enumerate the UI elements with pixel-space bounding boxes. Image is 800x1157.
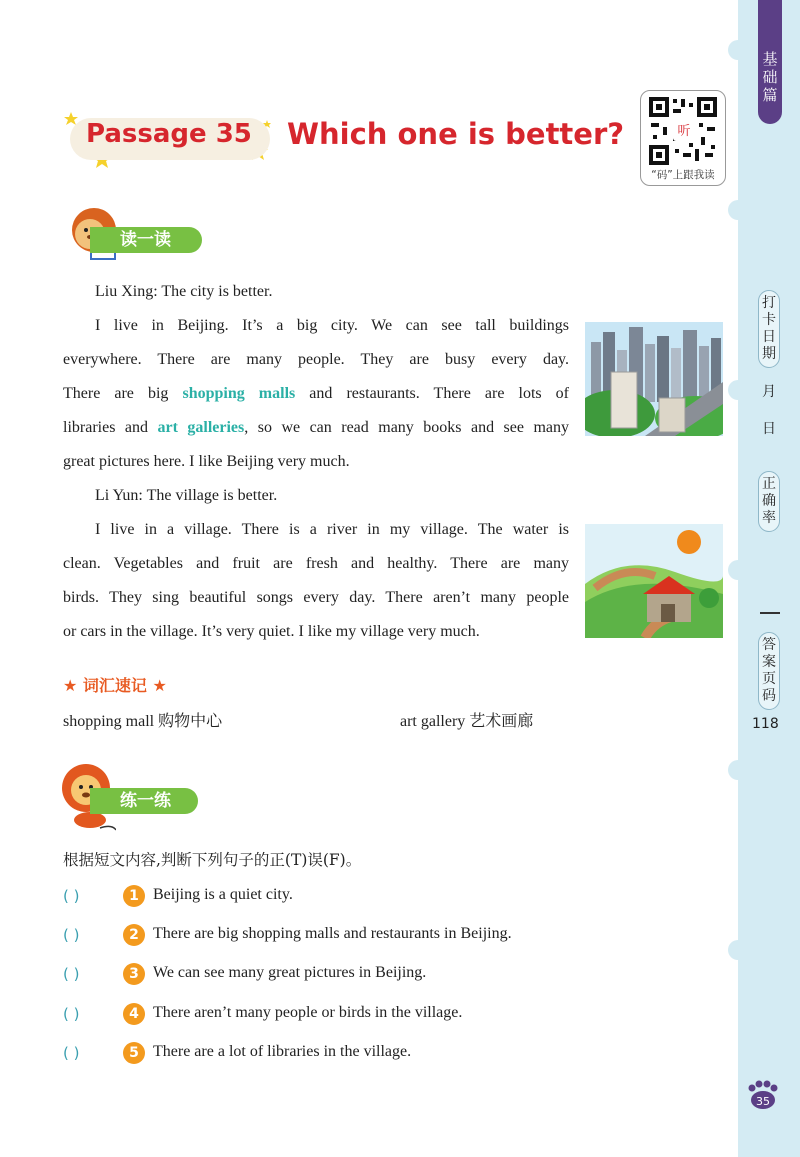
page-title: Which one is better? <box>287 117 625 151</box>
qr-listen-label: 听 <box>677 124 691 139</box>
sidebar-scallop <box>728 40 748 60</box>
speaker-liu-xing: Liu Xing: The city is better. <box>95 283 273 300</box>
speaker-li-yun: Li Yun: The village is better. <box>95 487 278 504</box>
paragraph-city: I live in Beijing. It’s a big city. We can see tall buildings everywhere. There are many people. They are busy every day. There are big shopping malls and restaurants. There are lots of libraries and art galleries, so we can read many books and see many great pictures here. I like Beijing very much. <box>63 317 570 470</box>
answer-blank[interactable]: ( ) <box>63 887 80 905</box>
city-illustration <box>585 322 723 436</box>
answer-blank[interactable]: ( ) <box>63 926 80 944</box>
paragraph-village: I live in a village. There is a river in my village. The water is clean. Vegetables and fruit are fresh and healthy. There are many birds. They sing beautiful songs every day. There aren’t many people or cars in the village. It’s very quiet. I like my village very much. <box>63 521 569 640</box>
practice-section-banner: 练一练 <box>90 788 198 814</box>
vocab-highlight-shopping-malls: shopping malls <box>182 385 296 402</box>
sidebar-scallop <box>728 200 748 220</box>
passage-number: Passage 35 <box>86 119 252 149</box>
question-text: We can see many great pictures in Beijing. <box>153 964 427 981</box>
answer-page-label: 答案页码 <box>758 632 780 710</box>
page-number: 35 <box>756 1095 770 1108</box>
qr-caption: “码”上跟我读 <box>651 169 715 181</box>
qr-code-icon <box>649 97 717 165</box>
right-sidebar <box>738 0 800 1157</box>
question-number: 1 <box>123 885 145 907</box>
question-text: There aren’t many people or birds in the village. <box>153 1004 463 1021</box>
question-number: 3 <box>123 963 145 985</box>
answer-blank[interactable]: ( ) <box>63 1044 80 1062</box>
question-row <box>63 1042 583 1068</box>
read-section-banner: 读一读 <box>90 227 202 253</box>
paw-page-icon <box>746 1080 780 1110</box>
village-illustration <box>585 524 723 638</box>
sidebar-scallop <box>728 760 748 780</box>
answer-blank[interactable]: ( ) <box>63 965 80 983</box>
question-number: 2 <box>123 924 145 946</box>
accuracy-blank <box>760 612 780 614</box>
question-text: There are big shopping malls and restaurants in Beijing. <box>153 925 512 942</box>
month-label: 月 <box>762 384 776 400</box>
vocab-item: shopping mall 购物中心 <box>63 713 223 730</box>
question-text: Beijing is a quiet city. <box>153 886 293 903</box>
answer-page-number: 118 <box>752 716 779 732</box>
vocab-highlight-art-galleries: art galleries <box>157 419 245 436</box>
day-label: 日 <box>762 421 776 437</box>
sidebar-scallop <box>728 380 748 400</box>
vocab-item: art gallery 艺术画廊 <box>400 713 534 730</box>
question-text: There are a lot of libraries in the village. <box>153 1043 412 1060</box>
question-row <box>63 963 583 989</box>
question-row <box>63 1003 583 1029</box>
answer-blank[interactable]: ( ) <box>63 1005 80 1023</box>
checkin-date-label: 打卡日期 <box>758 290 780 368</box>
question-number: 4 <box>123 1003 145 1025</box>
accuracy-label: 正确率 <box>758 471 780 532</box>
sidebar-scallop <box>728 940 748 960</box>
exercise-instruction: 根据短文内容,判断下列句子的正(T)误(F)。 <box>63 851 362 869</box>
question-row <box>63 924 583 950</box>
question-row <box>63 885 583 911</box>
section-tab: 基础篇 <box>758 0 782 124</box>
vocab-title: ★ 词汇速记 ★ <box>63 676 167 695</box>
sidebar-scallop <box>728 560 748 580</box>
question-number: 5 <box>123 1042 145 1064</box>
qr-code[interactable] <box>640 90 726 186</box>
